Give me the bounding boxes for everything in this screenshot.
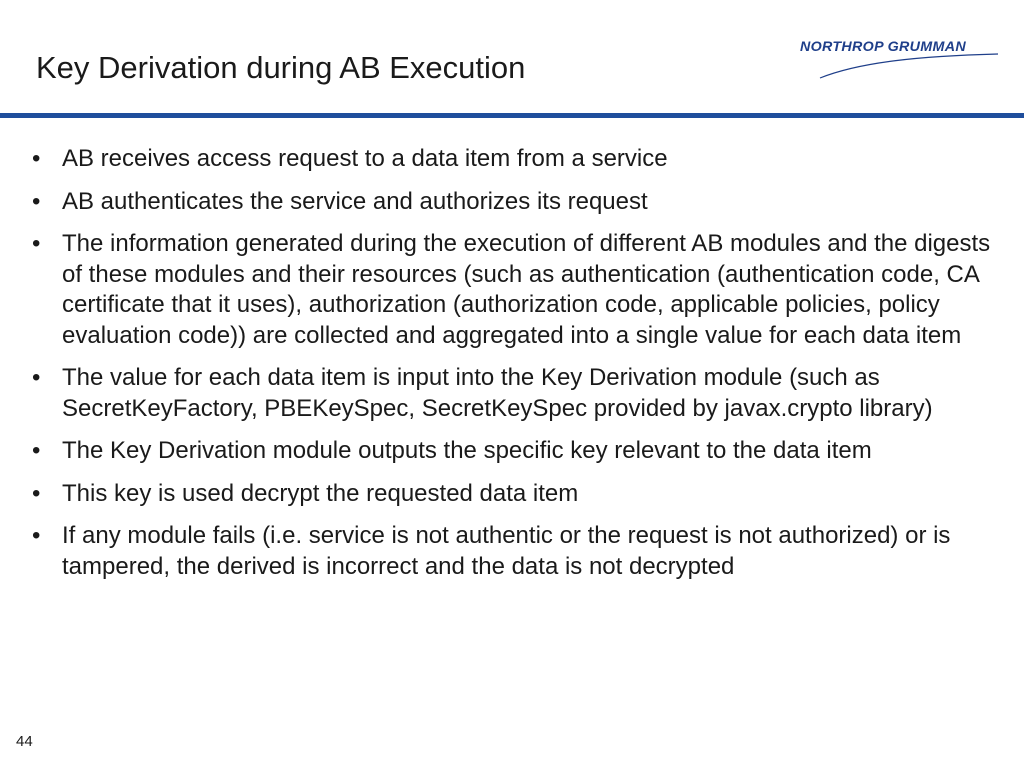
logo-text: NORTHROP GRUMMAN [800,38,966,54]
bullet-item: • The information generated during the execution of different AB modules and the digests of these modules and their resources (such as authentication (authentication code, CA certificate that it uses), authorization (authorization code, applicable policies, policy evaluation code)) are collected and aggregated into a single value for each data item [30,229,1005,351]
bullet-item: • The value for each data item is input into the Key Derivation module (such as SecretKeyFactory, PBEKeySpec, SecretKeySpec provided by javax.crypto library) [30,363,1005,424]
northrop-grumman-logo [800,36,1000,86]
logo-swoosh-icon [800,36,1000,86]
title-divider [0,113,1024,118]
bullet-item: • AB authenticates the service and authorizes its request [30,187,1005,218]
bullet-item: • The Key Derivation module outputs the specific key relevant to the data item [30,436,1005,467]
bullet-item: • AB receives access request to a data item from a service [30,144,1005,175]
page-number: 44 [16,733,33,750]
bullet-item: • If any module fails (i.e. service is not authentic or the request is not authorized) or is tampered, the derived is incorrect and the data is not decrypted [30,521,1005,582]
bullet-item: • This key is used decrypt the requested data item [30,479,1005,510]
slide-title: Key Derivation during AB Execution [36,50,526,85]
bullet-list [30,144,1005,594]
